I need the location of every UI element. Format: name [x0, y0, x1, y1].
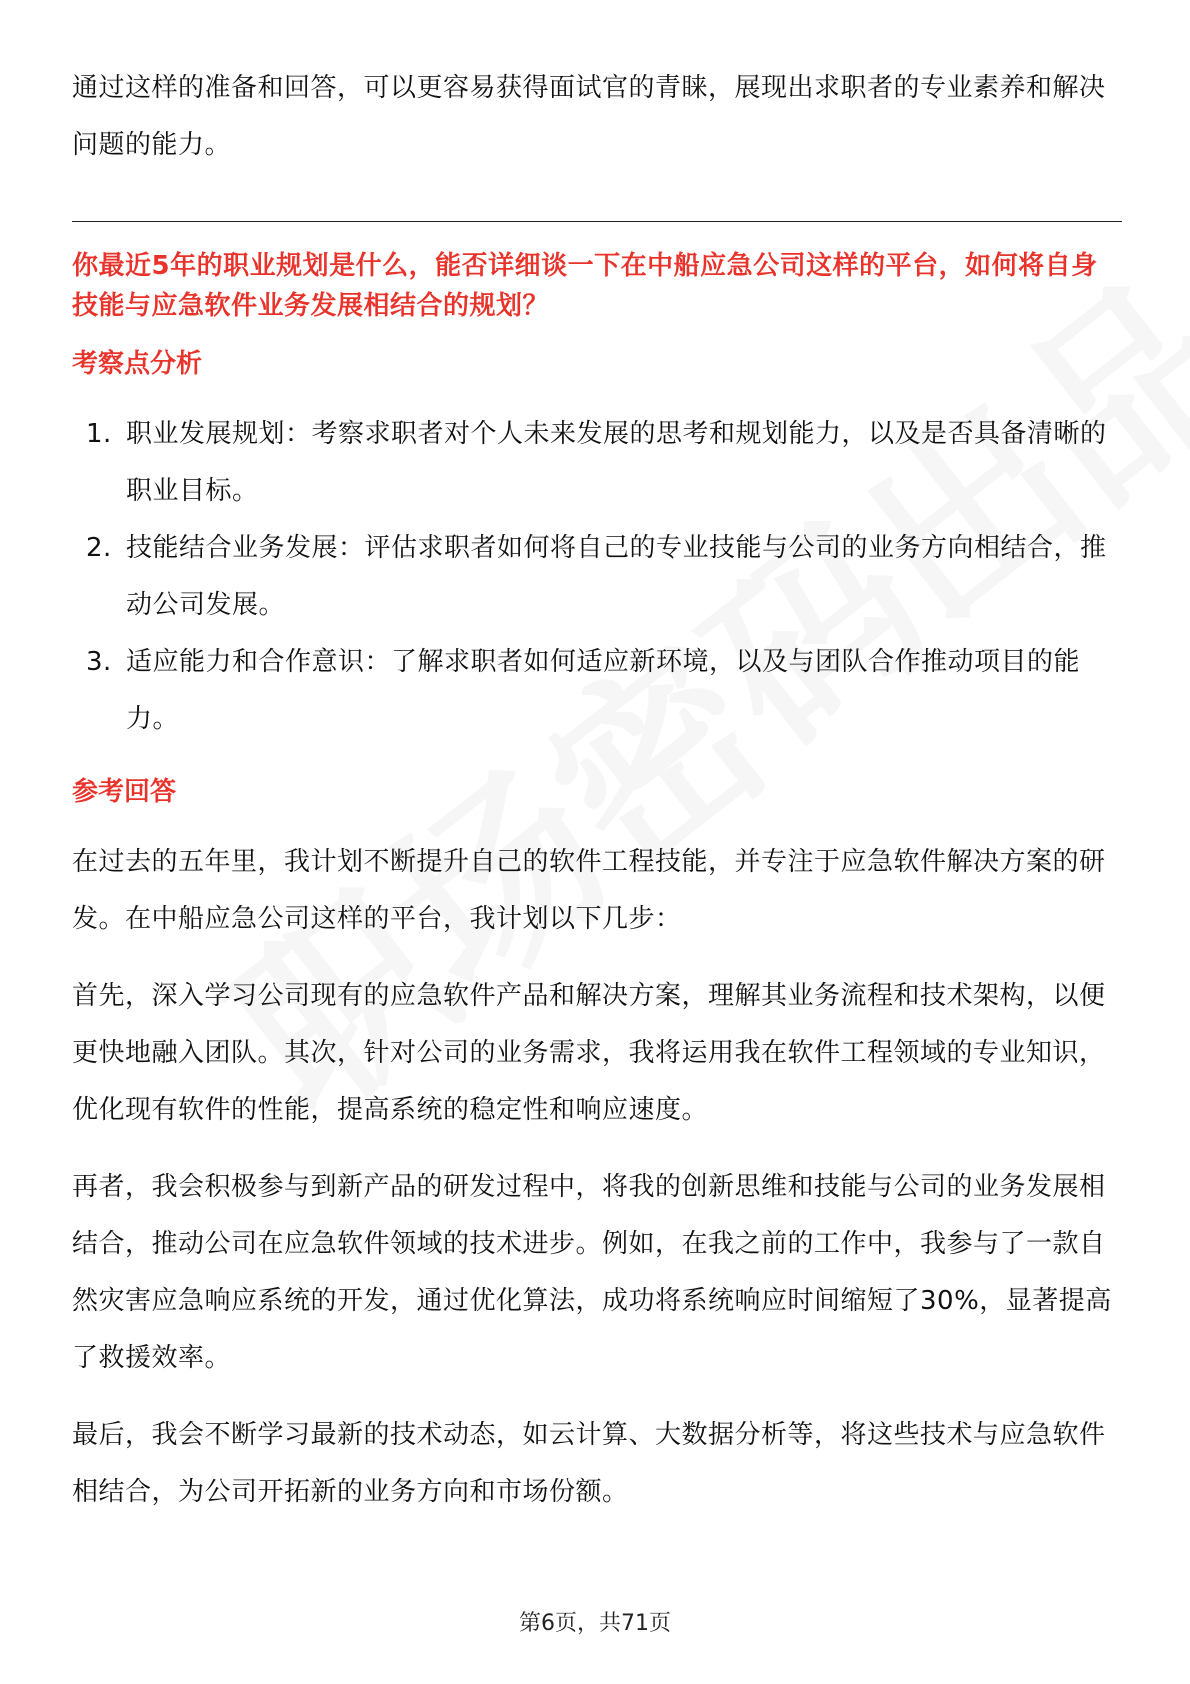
spacer: [72, 948, 1122, 968]
list-item-text: 职业发展规划：考察求职者对个人未来发展的思考和规划能力，以及是否具备清晰的职业目标。: [126, 419, 1107, 506]
list-item-number: 1.: [86, 419, 112, 449]
list-item: [72, 406, 1122, 520]
list-item-text: 技能结合业务发展：评估求职者如何将自己的专业技能与公司的业务方向相结合，推动公司发展。: [126, 533, 1107, 620]
answer-paragraph: 在过去的五年里，我计划不断提升自己的软件工程技能，并专注于应急软件解决方案的研发。在中船应急公司这样的平台，我计划以下几步：: [72, 847, 1106, 934]
list-item: [72, 520, 1122, 634]
spacer: [72, 174, 1122, 221]
spacer: [72, 1139, 1122, 1159]
intro-paragraph: 通过这样的准备和回答，可以更容易获得面试官的青睐，展现出求职者的专业素养和解决问题的能力。: [72, 73, 1106, 160]
list-item-text: 适应能力和合作意识：了解求职者如何适应新环境，以及与团队合作推动项目的能力。: [126, 647, 1081, 734]
answer-paragraph: 最后，我会不断学习最新的技术动态，如云计算、大数据分析等，将这些技术与应急软件相结合，为公司开拓新的业务方向和市场份额。: [72, 1420, 1106, 1507]
list-item: [72, 634, 1122, 748]
answer-heading: 参考回答: [72, 777, 177, 807]
answer-paragraph: 再者，我会积极参与到新产品的研发过程中，将我的创新思维和技能与公司的业务发展相结合，推动公司在应急软件领域的技术进步。例如，在我之前的工作中，我参与了一款自然灾害应急响应系统的开发，通过优化算法，成功将系统响应时间缩短了30%，显著提高了救援效率。: [72, 1172, 1112, 1373]
page-content: [72, 60, 1122, 1521]
page-number-footer: 第6页，共71页: [519, 1611, 671, 1636]
list-item-number: 2.: [86, 533, 112, 563]
analysis-heading: 考察点分析: [72, 349, 203, 379]
interview-question: 你最近5年的职业规划是什么，能否详细谈一下在中船应急公司这样的平台，如何将自身技能与应急软件业务发展相结合的规划？: [72, 251, 1098, 321]
answer-paragraph: 首先，深入学习公司现有的应急软件产品和解决方案，理解其业务流程和技术架构，以便更快地融入团队。其次，针对公司的业务需求，我将运用我在软件工程领域的专业知识，优化现有软件的性能，提高系统的稳定性和响应速度。: [72, 981, 1106, 1125]
spacer: [72, 1387, 1122, 1407]
analysis-list: [72, 406, 1122, 748]
section-divider: [72, 221, 1122, 222]
list-item-number: 3.: [86, 647, 112, 677]
